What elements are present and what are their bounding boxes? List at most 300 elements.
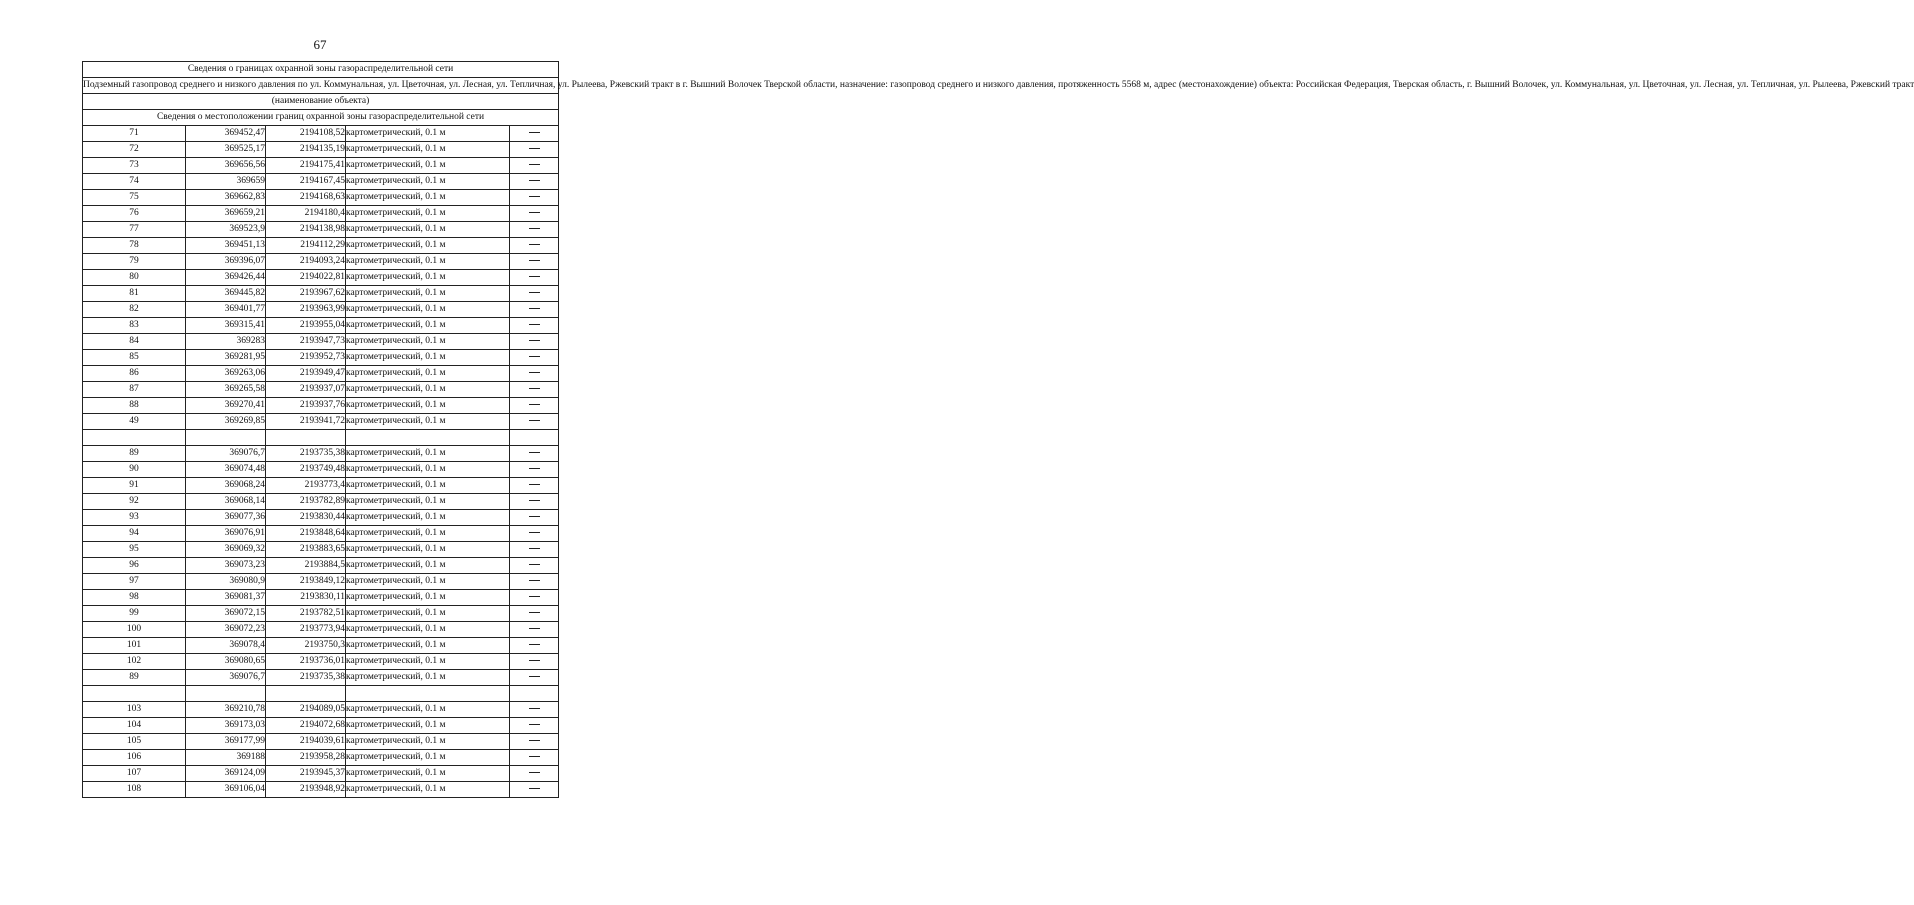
y-coordinate-cell: 2193945,37 bbox=[266, 766, 346, 782]
table-row bbox=[83, 190, 559, 206]
dash-mark bbox=[529, 340, 540, 341]
x-coordinate-cell: 369076,7 bbox=[186, 670, 266, 686]
dash-mark bbox=[529, 612, 540, 613]
table-row bbox=[83, 654, 559, 670]
table-row bbox=[83, 142, 559, 158]
table-row bbox=[83, 782, 559, 798]
point-number-cell: 89 bbox=[83, 670, 186, 686]
table-row bbox=[83, 510, 559, 526]
description-cell bbox=[510, 142, 559, 158]
table-row bbox=[83, 158, 559, 174]
y-coordinate-cell: 2194072,68 bbox=[266, 718, 346, 734]
point-number-cell: 83 bbox=[83, 318, 186, 334]
x-coordinate-cell: 369523,9 bbox=[186, 222, 266, 238]
point-number-cell: 107 bbox=[83, 766, 186, 782]
description-cell bbox=[510, 654, 559, 670]
point-number-cell: 84 bbox=[83, 334, 186, 350]
x-coordinate-cell: 369074,48 bbox=[186, 462, 266, 478]
dash-mark bbox=[529, 212, 540, 213]
y-coordinate-cell: 2194108,52 bbox=[266, 126, 346, 142]
table-row bbox=[83, 670, 559, 686]
y-coordinate-cell: 2194167,45 bbox=[266, 174, 346, 190]
table-row bbox=[83, 254, 559, 270]
method-cell: картометрический, 0.1 м bbox=[346, 254, 510, 270]
empty-cell bbox=[83, 686, 186, 702]
y-coordinate-cell: 2194039,61 bbox=[266, 734, 346, 750]
y-coordinate-cell: 2193952,73 bbox=[266, 350, 346, 366]
description-cell bbox=[510, 462, 559, 478]
dash-mark bbox=[529, 628, 540, 629]
table-row bbox=[83, 366, 559, 382]
point-number-cell: 103 bbox=[83, 702, 186, 718]
x-coordinate-cell: 369076,91 bbox=[186, 526, 266, 542]
dash-mark bbox=[529, 516, 540, 517]
y-coordinate-cell: 2193963,99 bbox=[266, 302, 346, 318]
point-number-cell: 86 bbox=[83, 366, 186, 382]
method-cell: картометрический, 0.1 м bbox=[346, 398, 510, 414]
method-cell: картометрический, 0.1 м bbox=[346, 606, 510, 622]
y-coordinate-cell: 2193849,12 bbox=[266, 574, 346, 590]
y-coordinate-cell: 2194022,81 bbox=[266, 270, 346, 286]
point-number-cell: 106 bbox=[83, 750, 186, 766]
description-cell bbox=[510, 302, 559, 318]
x-coordinate-cell: 369068,24 bbox=[186, 478, 266, 494]
dash-mark bbox=[529, 420, 540, 421]
description-cell bbox=[510, 206, 559, 222]
x-coordinate-cell: 369659 bbox=[186, 174, 266, 190]
boundary-table bbox=[82, 61, 1914, 798]
method-cell: картометрический, 0.1 м bbox=[346, 638, 510, 654]
description-cell bbox=[510, 414, 559, 430]
table-row bbox=[83, 206, 559, 222]
description-cell bbox=[510, 350, 559, 366]
dash-mark bbox=[529, 356, 540, 357]
method-cell: картометрический, 0.1 м bbox=[346, 206, 510, 222]
y-coordinate-cell: 2194180,4 bbox=[266, 206, 346, 222]
x-coordinate-cell: 369072,23 bbox=[186, 622, 266, 638]
table-row bbox=[83, 574, 559, 590]
dash-mark bbox=[529, 276, 540, 277]
table-row bbox=[83, 750, 559, 766]
x-coordinate-cell: 369210,78 bbox=[186, 702, 266, 718]
description-cell bbox=[510, 190, 559, 206]
description-cell bbox=[510, 494, 559, 510]
point-number-cell: 82 bbox=[83, 302, 186, 318]
y-coordinate-cell: 2193749,48 bbox=[266, 462, 346, 478]
method-cell: картометрический, 0.1 м bbox=[346, 622, 510, 638]
table-title: Сведения о границах охранной зоны газораспределительной сети bbox=[83, 62, 559, 78]
empty-cell bbox=[510, 686, 559, 702]
description-row bbox=[83, 78, 559, 94]
y-coordinate-cell: 2193955,04 bbox=[266, 318, 346, 334]
method-cell: картометрический, 0.1 м bbox=[346, 414, 510, 430]
x-coordinate-cell: 369451,13 bbox=[186, 238, 266, 254]
empty-cell bbox=[346, 430, 510, 446]
method-cell: картометрический, 0.1 м bbox=[346, 734, 510, 750]
dash-mark bbox=[529, 772, 540, 773]
point-number-cell: 97 bbox=[83, 574, 186, 590]
x-coordinate-cell: 369173,03 bbox=[186, 718, 266, 734]
dash-mark bbox=[529, 452, 540, 453]
method-cell: картометрический, 0.1 м bbox=[346, 126, 510, 142]
y-coordinate-cell: 2193830,44 bbox=[266, 510, 346, 526]
description-cell bbox=[510, 638, 559, 654]
dash-mark bbox=[529, 660, 540, 661]
dash-mark bbox=[529, 196, 540, 197]
title-row bbox=[83, 62, 559, 78]
dash-mark bbox=[529, 596, 540, 597]
y-coordinate-cell: 2194168,63 bbox=[266, 190, 346, 206]
description-cell bbox=[510, 606, 559, 622]
point-number-cell: 71 bbox=[83, 126, 186, 142]
description-cell bbox=[510, 126, 559, 142]
description-cell bbox=[510, 446, 559, 462]
x-coordinate-cell: 369396,07 bbox=[186, 254, 266, 270]
method-cell: картометрический, 0.1 м bbox=[346, 782, 510, 798]
x-coordinate-cell: 369069,32 bbox=[186, 542, 266, 558]
method-cell: картометрический, 0.1 м bbox=[346, 446, 510, 462]
description-cell bbox=[510, 590, 559, 606]
x-coordinate-cell: 369068,14 bbox=[186, 494, 266, 510]
section-header: Сведения о местоположении границ охранной зоны газораспределительной сети bbox=[83, 110, 559, 126]
table-row bbox=[83, 286, 559, 302]
point-number-cell: 96 bbox=[83, 558, 186, 574]
y-coordinate-cell: 2194138,98 bbox=[266, 222, 346, 238]
description-cell bbox=[510, 270, 559, 286]
y-coordinate-cell: 2193958,28 bbox=[266, 750, 346, 766]
y-coordinate-cell: 2193883,65 bbox=[266, 542, 346, 558]
point-number-cell: 88 bbox=[83, 398, 186, 414]
empty-cell bbox=[266, 430, 346, 446]
dash-mark bbox=[529, 388, 540, 389]
x-coordinate-cell: 369073,23 bbox=[186, 558, 266, 574]
object-description: Подземный газопровод среднего и низкого давления по ул. Коммунальная, ул. Цветочная, ул. Лесная, ул. Тепличная, ул. Рылеева, Ржевский тракт в г. Вышний Волочек Тверской области, назначение: газопровод среднего и низкого давления, протяженность 5568 м, адрес (местонахождение) объекта: Российская Федерация, Тверская область, г. Вышний Волочек, ул. Коммунальная, ул. Цветочная, ул. Лесная, ул. Тепличная, ул. Рылеева, Ржевский тракт bbox=[83, 78, 559, 94]
x-coordinate-cell: 369106,04 bbox=[186, 782, 266, 798]
description-cell bbox=[510, 158, 559, 174]
method-cell: картометрический, 0.1 м bbox=[346, 558, 510, 574]
y-coordinate-cell: 2193782,51 bbox=[266, 606, 346, 622]
description-cell bbox=[510, 238, 559, 254]
description-cell bbox=[510, 766, 559, 782]
dash-mark bbox=[529, 532, 540, 533]
x-coordinate-cell: 369124,09 bbox=[186, 766, 266, 782]
x-coordinate-cell: 369662,83 bbox=[186, 190, 266, 206]
table-row bbox=[83, 542, 559, 558]
y-coordinate-cell: 2194112,29 bbox=[266, 238, 346, 254]
method-cell: картометрический, 0.1 м bbox=[346, 286, 510, 302]
description-cell bbox=[510, 750, 559, 766]
table-row bbox=[83, 622, 559, 638]
table-row bbox=[83, 590, 559, 606]
description-cell bbox=[510, 286, 559, 302]
method-cell: картометрический, 0.1 м bbox=[346, 382, 510, 398]
y-coordinate-cell: 2193947,73 bbox=[266, 334, 346, 350]
x-coordinate-cell: 369188 bbox=[186, 750, 266, 766]
y-coordinate-cell: 2193967,62 bbox=[266, 286, 346, 302]
y-coordinate-cell: 2194175,41 bbox=[266, 158, 346, 174]
table-row bbox=[83, 414, 559, 430]
description-cell bbox=[510, 174, 559, 190]
method-cell: картометрический, 0.1 м bbox=[346, 542, 510, 558]
method-cell: картометрический, 0.1 м bbox=[346, 766, 510, 782]
point-number-cell: 49 bbox=[83, 414, 186, 430]
table-row bbox=[83, 318, 559, 334]
table-row bbox=[83, 382, 559, 398]
x-coordinate-cell: 369656,56 bbox=[186, 158, 266, 174]
method-cell: картометрический, 0.1 м bbox=[346, 718, 510, 734]
method-cell: картометрический, 0.1 м bbox=[346, 334, 510, 350]
description-cell bbox=[510, 222, 559, 238]
description-cell bbox=[510, 542, 559, 558]
dash-mark bbox=[529, 260, 540, 261]
description-cell bbox=[510, 782, 559, 798]
description-cell bbox=[510, 334, 559, 350]
description-cell bbox=[510, 718, 559, 734]
table-row bbox=[83, 462, 559, 478]
dash-mark bbox=[529, 708, 540, 709]
dash-mark bbox=[529, 292, 540, 293]
description-cell bbox=[510, 254, 559, 270]
table-row bbox=[83, 350, 559, 366]
y-coordinate-cell: 2194135,19 bbox=[266, 142, 346, 158]
point-number-cell: 90 bbox=[83, 462, 186, 478]
x-coordinate-cell: 369659,21 bbox=[186, 206, 266, 222]
x-coordinate-cell: 369263,06 bbox=[186, 366, 266, 382]
section-header-row bbox=[83, 110, 559, 126]
method-cell: картометрический, 0.1 м bbox=[346, 174, 510, 190]
table-row bbox=[83, 238, 559, 254]
description-cell bbox=[510, 382, 559, 398]
x-coordinate-cell: 369445,82 bbox=[186, 286, 266, 302]
empty-cell bbox=[346, 686, 510, 702]
table-row bbox=[83, 270, 559, 286]
group-separator-row bbox=[83, 686, 559, 702]
table-row bbox=[83, 446, 559, 462]
dash-mark bbox=[529, 180, 540, 181]
point-number-cell: 99 bbox=[83, 606, 186, 622]
point-number-cell: 72 bbox=[83, 142, 186, 158]
method-cell: картометрический, 0.1 м bbox=[346, 190, 510, 206]
x-coordinate-cell: 369401,77 bbox=[186, 302, 266, 318]
table-row bbox=[83, 222, 559, 238]
point-number-cell: 89 bbox=[83, 446, 186, 462]
dash-mark bbox=[529, 500, 540, 501]
point-number-cell: 75 bbox=[83, 190, 186, 206]
y-coordinate-cell: 2193949,47 bbox=[266, 366, 346, 382]
dash-mark bbox=[529, 148, 540, 149]
method-cell: картометрический, 0.1 м bbox=[346, 222, 510, 238]
x-coordinate-cell: 369080,65 bbox=[186, 654, 266, 670]
method-cell: картометрический, 0.1 м bbox=[346, 462, 510, 478]
table-row bbox=[83, 174, 559, 190]
y-coordinate-cell: 2193848,64 bbox=[266, 526, 346, 542]
description-cell bbox=[510, 574, 559, 590]
point-number-cell: 101 bbox=[83, 638, 186, 654]
y-coordinate-cell: 2193782,89 bbox=[266, 494, 346, 510]
object-caption: (наименование объекта) bbox=[83, 94, 559, 110]
method-cell: картометрический, 0.1 м bbox=[346, 366, 510, 382]
table-row bbox=[83, 766, 559, 782]
table-row bbox=[83, 126, 559, 142]
dash-mark bbox=[529, 724, 540, 725]
dash-mark bbox=[529, 228, 540, 229]
description-cell bbox=[510, 510, 559, 526]
dash-mark bbox=[529, 324, 540, 325]
y-coordinate-cell: 2193735,38 bbox=[266, 446, 346, 462]
empty-cell bbox=[510, 430, 559, 446]
dash-mark bbox=[529, 756, 540, 757]
x-coordinate-cell: 369315,41 bbox=[186, 318, 266, 334]
y-coordinate-cell: 2193941,72 bbox=[266, 414, 346, 430]
dash-mark bbox=[529, 564, 540, 565]
x-coordinate-cell: 369265,58 bbox=[186, 382, 266, 398]
description-cell bbox=[510, 670, 559, 686]
empty-cell bbox=[186, 430, 266, 446]
dash-mark bbox=[529, 788, 540, 789]
table-row bbox=[83, 558, 559, 574]
method-cell: картометрический, 0.1 м bbox=[346, 510, 510, 526]
point-number-cell: 102 bbox=[83, 654, 186, 670]
point-number-cell: 78 bbox=[83, 238, 186, 254]
x-coordinate-cell: 369452,47 bbox=[186, 126, 266, 142]
point-number-cell: 81 bbox=[83, 286, 186, 302]
x-coordinate-cell: 369525,17 bbox=[186, 142, 266, 158]
point-number-cell: 92 bbox=[83, 494, 186, 510]
dash-mark bbox=[529, 308, 540, 309]
description-cell bbox=[510, 526, 559, 542]
point-number-cell: 94 bbox=[83, 526, 186, 542]
dash-mark bbox=[529, 132, 540, 133]
y-coordinate-cell: 2193736,01 bbox=[266, 654, 346, 670]
point-number-cell: 85 bbox=[83, 350, 186, 366]
table-row bbox=[83, 494, 559, 510]
x-coordinate-cell: 369270,41 bbox=[186, 398, 266, 414]
point-number-cell: 79 bbox=[83, 254, 186, 270]
method-cell: картометрический, 0.1 м bbox=[346, 670, 510, 686]
method-cell: картометрический, 0.1 м bbox=[346, 318, 510, 334]
table-row bbox=[83, 526, 559, 542]
dash-mark bbox=[529, 548, 540, 549]
description-cell bbox=[510, 558, 559, 574]
y-coordinate-cell: 2193735,38 bbox=[266, 670, 346, 686]
dash-mark bbox=[529, 244, 540, 245]
point-number-cell: 98 bbox=[83, 590, 186, 606]
y-coordinate-cell: 2193830,11 bbox=[266, 590, 346, 606]
description-cell bbox=[510, 734, 559, 750]
point-number-cell: 76 bbox=[83, 206, 186, 222]
point-number-cell: 91 bbox=[83, 478, 186, 494]
point-number-cell: 95 bbox=[83, 542, 186, 558]
empty-cell bbox=[83, 430, 186, 446]
table-row bbox=[83, 606, 559, 622]
method-cell: картометрический, 0.1 м bbox=[346, 702, 510, 718]
dash-mark bbox=[529, 468, 540, 469]
point-number-cell: 80 bbox=[83, 270, 186, 286]
empty-cell bbox=[186, 686, 266, 702]
dash-mark bbox=[529, 484, 540, 485]
x-coordinate-cell: 369080,9 bbox=[186, 574, 266, 590]
point-number-cell: 104 bbox=[83, 718, 186, 734]
method-cell: картометрический, 0.1 м bbox=[346, 302, 510, 318]
y-coordinate-cell: 2194093,24 bbox=[266, 254, 346, 270]
description-cell bbox=[510, 702, 559, 718]
table-row bbox=[83, 334, 559, 350]
table-row bbox=[83, 478, 559, 494]
method-cell: картометрический, 0.1 м bbox=[346, 270, 510, 286]
caption-row bbox=[83, 94, 559, 110]
dash-mark bbox=[529, 404, 540, 405]
y-coordinate-cell: 2193884,5 bbox=[266, 558, 346, 574]
dash-mark bbox=[529, 580, 540, 581]
method-cell: картометрический, 0.1 м bbox=[346, 478, 510, 494]
empty-cell bbox=[266, 686, 346, 702]
description-cell bbox=[510, 398, 559, 414]
group-separator-row bbox=[83, 430, 559, 446]
method-cell: картометрический, 0.1 м bbox=[346, 526, 510, 542]
method-cell: картометрический, 0.1 м bbox=[346, 654, 510, 670]
y-coordinate-cell: 2193750,3 bbox=[266, 638, 346, 654]
method-cell: картометрический, 0.1 м bbox=[346, 238, 510, 254]
x-coordinate-cell: 369078,4 bbox=[186, 638, 266, 654]
point-number-cell: 105 bbox=[83, 734, 186, 750]
point-number-cell: 93 bbox=[83, 510, 186, 526]
point-number-cell: 73 bbox=[83, 158, 186, 174]
point-number-cell: 87 bbox=[83, 382, 186, 398]
x-coordinate-cell: 369076,7 bbox=[186, 446, 266, 462]
dash-mark bbox=[529, 740, 540, 741]
point-number-cell: 74 bbox=[83, 174, 186, 190]
table-row bbox=[83, 718, 559, 734]
point-number-cell: 77 bbox=[83, 222, 186, 238]
y-coordinate-cell: 2193773,4 bbox=[266, 478, 346, 494]
x-coordinate-cell: 369177,99 bbox=[186, 734, 266, 750]
y-coordinate-cell: 2193937,76 bbox=[266, 398, 346, 414]
method-cell: картометрический, 0.1 м bbox=[346, 590, 510, 606]
method-cell: картометрический, 0.1 м bbox=[346, 750, 510, 766]
table-row bbox=[83, 302, 559, 318]
y-coordinate-cell: 2193937,07 bbox=[266, 382, 346, 398]
dash-mark bbox=[529, 644, 540, 645]
description-cell bbox=[510, 366, 559, 382]
table-row bbox=[83, 734, 559, 750]
method-cell: картометрический, 0.1 м bbox=[346, 142, 510, 158]
method-cell: картометрический, 0.1 м bbox=[346, 494, 510, 510]
y-coordinate-cell: 2193948,92 bbox=[266, 782, 346, 798]
y-coordinate-cell: 2193773,94 bbox=[266, 622, 346, 638]
dash-mark bbox=[529, 676, 540, 677]
x-coordinate-cell: 369081,37 bbox=[186, 590, 266, 606]
table-row bbox=[83, 702, 559, 718]
y-coordinate-cell: 2194089,05 bbox=[266, 702, 346, 718]
method-cell: картометрический, 0.1 м bbox=[346, 158, 510, 174]
x-coordinate-cell: 369426,44 bbox=[186, 270, 266, 286]
description-cell bbox=[510, 318, 559, 334]
x-coordinate-cell: 369072,15 bbox=[186, 606, 266, 622]
point-number-cell: 100 bbox=[83, 622, 186, 638]
point-number-cell: 108 bbox=[83, 782, 186, 798]
description-cell bbox=[510, 478, 559, 494]
dash-mark bbox=[529, 164, 540, 165]
description-cell bbox=[510, 622, 559, 638]
page-number: 67 bbox=[313, 37, 327, 52]
method-cell: картометрический, 0.1 м bbox=[346, 574, 510, 590]
dash-mark bbox=[529, 372, 540, 373]
table-row bbox=[83, 638, 559, 654]
method-cell: картометрический, 0.1 м bbox=[346, 350, 510, 366]
x-coordinate-cell: 369269,85 bbox=[186, 414, 266, 430]
table-row bbox=[83, 398, 559, 414]
x-coordinate-cell: 369281,95 bbox=[186, 350, 266, 366]
